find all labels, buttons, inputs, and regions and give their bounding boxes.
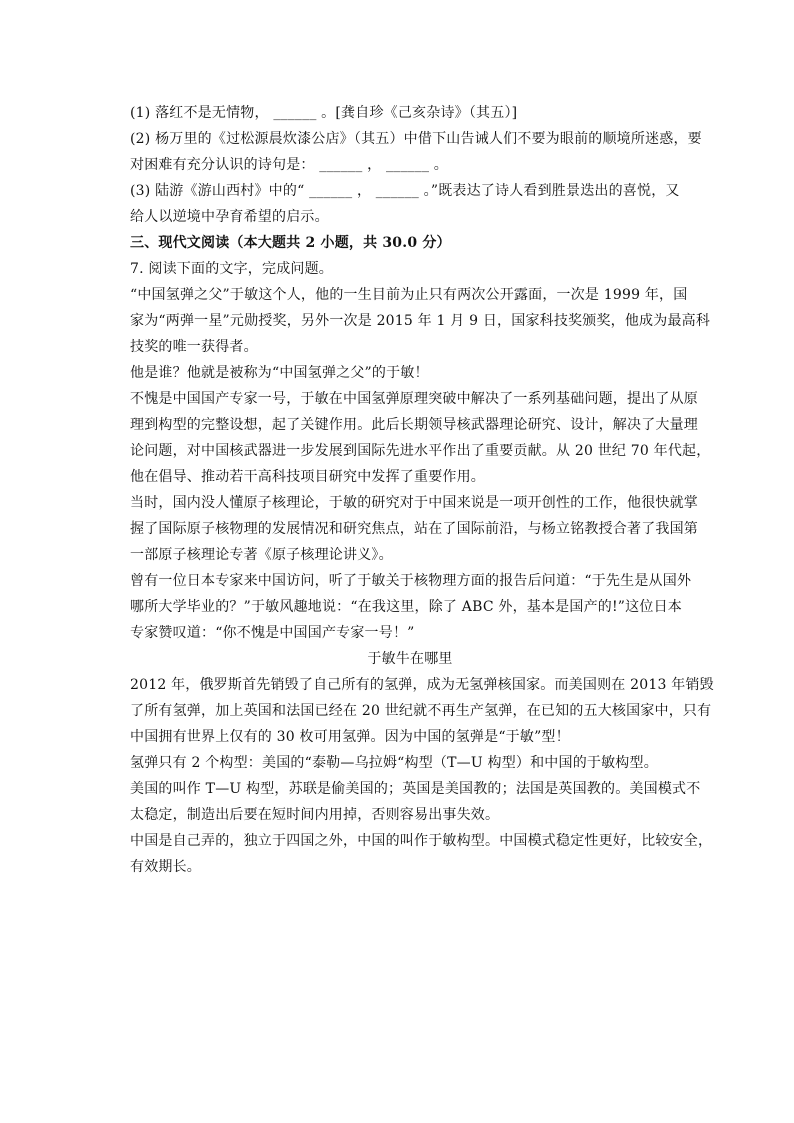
question-2-line-1: (2) 杨万里的《过松源晨炊漆公店》（其五）中借下山告诫人们不要为眼前的顺境所迷惑，要 xyxy=(130,131,702,147)
passage-1-paragraph-3-line-1: 不愧是中国国产专家一号，于敏在中国氢弹原理突破中解决了一系列基础问题，提出了从原 xyxy=(130,391,698,407)
passage-1-paragraph-4-line-2: 握了国际原子核物理的发展情况和研究焦点，站在了国际前沿，与杨立铭教授合著了我国第 xyxy=(130,521,698,537)
passage-2-paragraph-3-line-1: 美国的叫作 T—U 构型，苏联是偷美国的；英国是美国教的；法国是英国教的。美国模式不 xyxy=(130,781,701,797)
passage-1-paragraph-2-line-1: 他是谁？他就是被称为“中国氢弹之父”的于敏！ xyxy=(130,365,429,381)
passage-1-paragraph-1-line-2: 家为“两弹一星”元勋授奖，另外一次是 2015 年 1 月 9 日，国家科技奖颁奖，他成为最高科 xyxy=(130,313,711,329)
section-3-heading: 三、现代文阅读（本大题共 2 小题，共 30.0 分） xyxy=(130,235,451,251)
passage-1-paragraph-1-line-1: “中国氢弹之父”于敏这个人，他的一生目前为止只有两次公开露面，一次是 1999 年，国 xyxy=(130,287,688,303)
passage-1-paragraph-1-line-3: 技奖的唯一获得者。 xyxy=(130,339,258,355)
passage-1-paragraph-4-line-1: 当时，国内没人懂原子核理论，于敏的研究对于中国来说是一项开创性的工作，他很快就掌 xyxy=(130,495,698,511)
passage-2-paragraph-1-line-3: 中国拥有世界上仅有的 30 枚可用氢弹。因为中国的氢弹是“于敏”型！ xyxy=(130,729,570,745)
passage-2-paragraph-4-line-2: 有效期长。 xyxy=(130,859,201,875)
passage-2-paragraph-4-line-1: 中国是自己弄的，独立于四国之外，中国的叫作于敏构型。中国模式稳定性更好，比较安全， xyxy=(130,833,713,849)
passage-2-paragraph-1-line-1: 2012 年，俄罗斯首先销毁了自己所有的氢弹，成为无氢弹核国家。而美国则在 2013 年销毁 xyxy=(130,677,714,693)
passage-1-paragraph-5-line-1: 曾有一位日本专家来中国访问，听了于敏关于核物理方面的报告后问道：“于先生是从国外 xyxy=(130,573,692,589)
passage-1-paragraph-3-line-3: 论问题，对中国核武器进一步发展到国际先进水平作出了重要贡献。从 20 世纪 70 年代起， xyxy=(130,443,711,459)
question-3-line-2: 给人以逆境中孕育希望的启示。 xyxy=(130,209,329,225)
passage-1-paragraph-4-line-3: 一部原子核理论专著《原子核理论讲义》。 xyxy=(130,547,393,563)
passage-1-paragraph-3-line-4: 他在倡导、推动若干高科技项目研究中发挥了重要作用。 xyxy=(130,469,485,485)
question-7-prompt: 7. 阅读下面的文字，完成问题。 xyxy=(130,261,334,277)
passage-2-paragraph-1-line-2: 了所有氢弹，加上英国和法国已经在 20 世纪就不再生产氢弹，在已知的五大核国家中，只有 xyxy=(130,703,712,719)
page-content xyxy=(130,100,714,880)
passage-1-paragraph-3-line-2: 理到构型的完整设想，起了关键作用。此后长期领导核武器理论研究、设计，解决了大量理 xyxy=(130,417,698,433)
question-3-line-1: (3) 陆游《游山西村》中的“ ______ ， ______ 。”既表达了诗人看到胜景迭出的喜悦，又 xyxy=(130,183,680,199)
question-2-line-2: 对困难有充分认识的诗句是： ______ ， ______ 。 xyxy=(130,157,448,173)
passage-1-paragraph-5-line-3: 专家赞叹道：“你不愧是中国国产专家一号！” xyxy=(130,625,415,641)
passage-1-paragraph-5-line-2: 哪所大学毕业的？”于敏风趣地说：“在我这里，除了 ABC 外，基本是国产的!”这位日本 xyxy=(130,599,682,615)
passage-2-title: 于敏牛在哪里 xyxy=(367,651,453,667)
question-1-line: (1) 落红不是无情物， ______ 。[龚自珍《己亥杂诗》（其五）] xyxy=(130,105,518,121)
passage-2-paragraph-3-line-2: 太稳定，制造出后要在短时间内用掉，否则容易出事失效。 xyxy=(130,807,500,823)
passage-2-paragraph-2-line-1: 氢弹只有 2 个构型：美国的“泰勒—乌拉姆“构型（T—U 构型）和中国的于敏构型。 xyxy=(130,755,658,771)
